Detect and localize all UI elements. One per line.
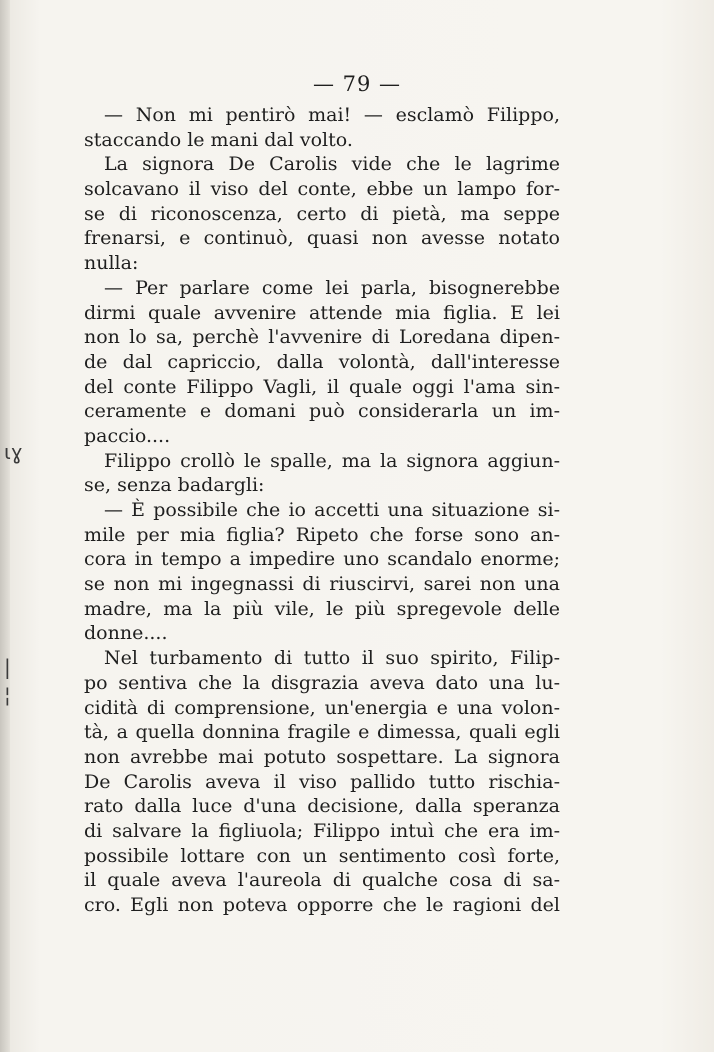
text-line: dirmi quale avvenire attende mia figlia. E lei — [84, 301, 560, 324]
text-line: possibile lottare con un sentimento così forte, — [84, 844, 560, 867]
text-line: donne.... — [84, 622, 168, 645]
text-line: nulla: — [84, 252, 139, 275]
text-line: De Carolis aveva il viso pallido tutto rischia- — [84, 770, 560, 793]
text-line: cro. Egli non poteva opporre che le ragioni del — [84, 894, 560, 916]
text-line: — Non mi pentirò mai! — esclamò Filippo, — [104, 104, 560, 126]
page-binding-edge — [0, 0, 10, 1052]
text-line: Filippo crollò le spalle, ma la signora aggiun- — [104, 449, 560, 472]
margin-mark: ɩɣ — [4, 440, 23, 464]
text-line: frenarsi, e continuò, quasi non avesse notato — [84, 227, 560, 250]
text-line: non avrebbe mai potuto sospettare. La signora — [84, 745, 560, 768]
text-line: de dal capriccio, dalla volontà, dall'interesse — [84, 350, 560, 373]
text-line: non lo sa, perchè l'avvenire di Loredana dipen- — [84, 326, 560, 349]
page-number: — 79 — — [312, 72, 402, 96]
text-line: — È possibile che io accetti una situazione si- — [104, 499, 560, 521]
text-line: rato dalla luce d'una decisione, dalla speranza — [84, 795, 560, 818]
text-line: La signora De Carolis vide che le lagrime — [104, 153, 560, 176]
body-text — [84, 103, 560, 918]
text-line: se di riconoscenza, certo di pietà, ma seppe — [84, 202, 560, 225]
text-line: madre, ma la più vile, le più spregevole delle — [84, 597, 560, 620]
text-line: se, senza badargli: — [84, 474, 265, 497]
text-line: cidità di comprensione, un'energia e una volon- — [84, 696, 560, 719]
text-line: cora in tempo a impedire uno scandalo enorme; — [84, 548, 560, 571]
text-line: ceramente e domani può considerarla un im- — [84, 400, 560, 423]
text-line: il quale aveva l'aureola di qualche cosa di sa- — [84, 869, 560, 892]
text-line: — Per parlare come lei parla, bisognerebbe — [104, 276, 560, 299]
margin-mark: | — [4, 655, 11, 679]
text-line: Nel turbamento di tutto il suo spirito, Filip- — [104, 647, 560, 670]
text-line: tà, a quella donnina fragile e dimessa, quali egli — [84, 721, 560, 744]
text-line: staccando le mani dal volto. — [84, 128, 353, 151]
text-line: se non mi ingegnassi di riuscirvi, sarei non una — [84, 573, 560, 596]
text-line: paccio.... — [84, 424, 171, 447]
text-line: del conte Filippo Vagli, il quale oggi l'ama sin- — [84, 375, 560, 398]
text-line: solcavano il viso del conte, ebbe un lampo for- — [84, 178, 560, 201]
text-line: mile per mia figlia? Ripeto che forse sono an- — [84, 523, 560, 546]
margin-mark: ¦ — [4, 683, 11, 707]
text-line: di salvare la figliuola; Filippo intuì che era im- — [84, 819, 560, 842]
text-line: po sentiva che la disgrazia aveva dato una lu- — [84, 671, 560, 694]
